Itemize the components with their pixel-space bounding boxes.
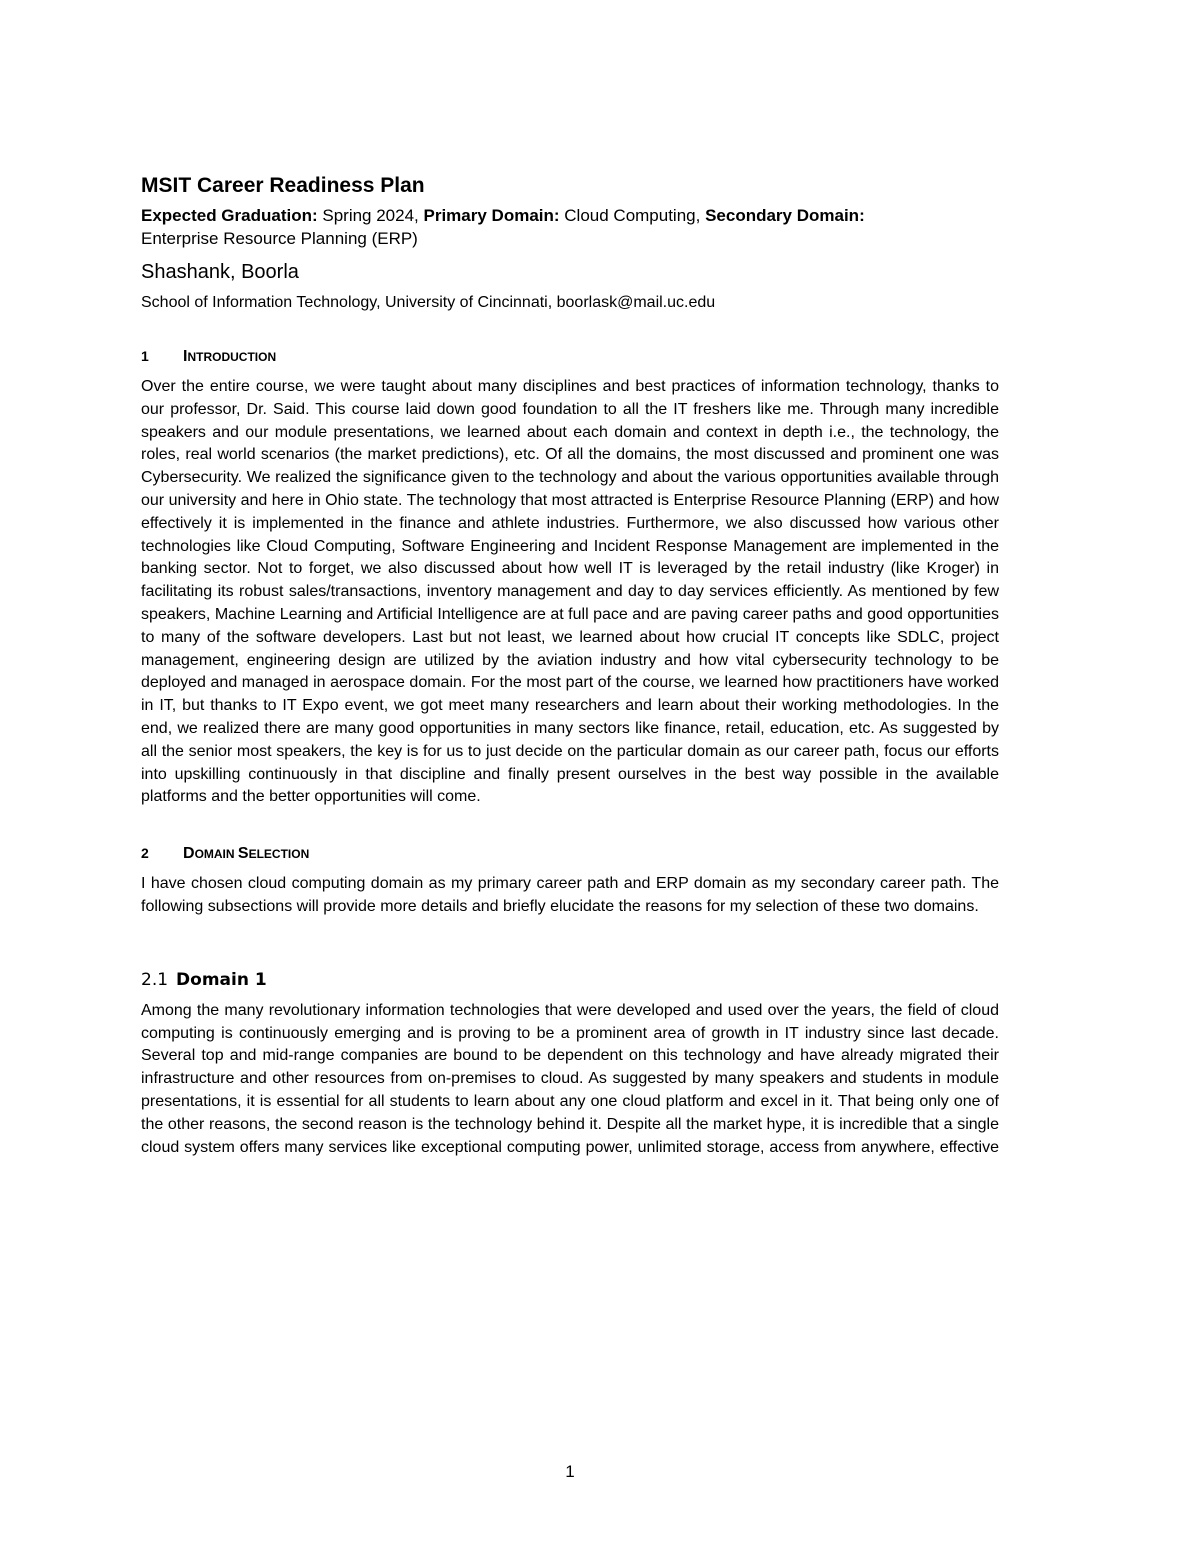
page-number: 1 — [565, 1462, 575, 1481]
page-content — [141, 172, 999, 1159]
section-heading-domain-selection — [141, 843, 999, 864]
section-number: 2 — [141, 845, 149, 862]
document-meta — [141, 204, 999, 250]
secondary-domain-label: Secondary Domain: — [705, 206, 865, 225]
section-heading-introduction — [141, 346, 999, 367]
subsection-number: 2.1 — [141, 969, 169, 990]
author-affiliation: School of Information Technology, University of Cincinnati, boorlask@mail.uc.edu — [141, 294, 716, 311]
primary-domain-label: Primary Domain: — [423, 206, 560, 225]
author-name: Shashank, Boorla — [141, 261, 299, 283]
section-number: 1 — [141, 348, 149, 364]
subsection-heading-domain-1 — [141, 969, 999, 991]
section-title: INTRODUCTION — [183, 348, 277, 365]
document-title: MSIT Career Readiness Plan — [141, 174, 425, 197]
graduation-value: Spring 2024, — [317, 206, 424, 225]
secondary-domain-value: Enterprise Resource Planning (ERP) — [141, 229, 418, 248]
graduation-label: Expected Graduation: — [141, 206, 318, 225]
section-title: DOMAIN SELECTION — [183, 845, 310, 863]
subsection-title: Domain 1 — [176, 969, 267, 990]
subsection-body-domain-1: Among the many revolutionary information technologies that were developed and used over the years, the field of cloud computing is continuously emerging and is proving to be a prominent area of growth in IT industry since last decade. Several top and mid-range companies are bound to be dependent on this technology and have already migrated their infrastructure and other resources from on-premises to cloud. As suggested by many speakers and students in module presentations, it is essential for all students to learn about any one cloud platform and excel in it. That being only one of the other reasons, the second reason is the technology behind it. Despite all the market hype, it is incredible that a single cloud system offers many services like exceptional computing power, unlimited storage, access from anywhere, effective — [141, 1001, 999, 1156]
section-body-introduction: Over the entire course, we were taught about many disciplines and best practices of information technology, thanks to our professor, Dr. Said. This course laid down good foundation to all the IT freshers like me. Through many incredible speakers and our module presentations, we learned about each domain and context in depth i.e., the technology, the roles, real world scenarios (the market predictions), etc. Of all the domains, the most discussed and prominent one was Cybersecurity. We realized the significance given to the technology and about the various opportunities available through our university and here in Ohio state. The technology that most attracted is Enterprise Resource Planning (ERP) and how effectively it is implemented in the finance and athlete industries. Furthermore, we also discussed how various other technologies like Cloud Computing, Software Engineering and Incident Response Management are implemented in the banking sector. Not to forget, we also discussed about how well IT is leveraged by the retail industry (like Kroger) in facilitating its robust sales/transactions, inventory management and day to day services efficiently. As mentioned by few speakers, Machine Learning and Artificial Intelligence are at full pace and are paving career paths and good opportunities to many of the software developers. Last but not least, we learned about how crucial IT concepts like SDLC, project management, engineering design are utilized by the aviation industry and how vital cybersecurity technology to be deployed and managed in aerospace domain. For the most part of the course, we learned how practitioners have worked in IT, but thanks to IT Expo event, we got meet many researchers and learn about their working methodologies. In the end, we realized there are many good opportunities in many sectors like finance, retail, education, etc. As suggested by all the senior most speakers, the key is for us to just decide on the particular domain as our career path, focus our efforts into upskilling continuously in that discipline and finally present ourselves in the best way possible in the available platforms and the better opportunities will come. — [141, 378, 999, 806]
primary-domain-value: Cloud Computing, — [559, 206, 706, 225]
section-body-domain-selection: I have chosen cloud computing domain as my primary career path and ERP domain as my secondary career path. The following subsections will provide more details and briefly elucidate the reasons for my selection of these two domains. — [141, 875, 999, 915]
